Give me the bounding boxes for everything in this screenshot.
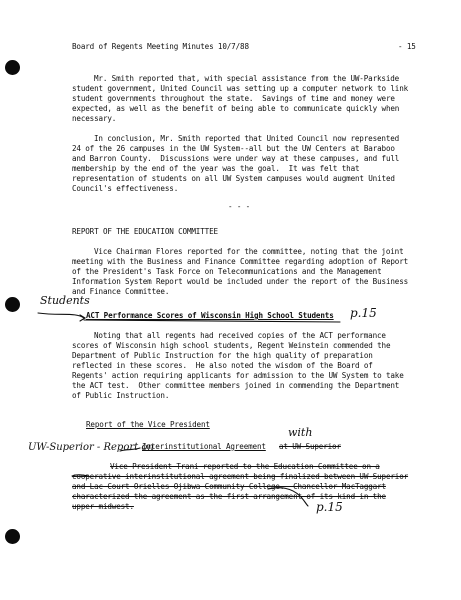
header-title: Board of Regents Meeting Minutes 10/7/88 <box>72 42 249 51</box>
handwritten-uw-superior-annotation: UW-Superior - Report on <box>28 442 154 453</box>
paragraph-line: necessary. <box>72 114 117 123</box>
struck-paragraph-line: Vice President Trani reported to the Education Committee on a <box>110 462 380 471</box>
paragraph-line: Department of Public Instruction for the high quality of preparation <box>72 351 373 360</box>
paragraph-line: expected, as well as the benefit of being able to communicate quickly when <box>72 104 400 113</box>
paragraph-line: scores of Wisconsin high school students, Regent Weinstein commended the <box>72 341 391 350</box>
paragraph-line: the ACT test. Other committee members joined in commending the Department <box>72 381 400 390</box>
page-number: - 15 <box>398 42 416 51</box>
struck-paragraph-line: and Lac Court Orielles Ojibwa Community College. Chancellor MacTaggart <box>72 482 386 491</box>
handwritten-page-reference: p.15 <box>316 500 343 514</box>
act-heading-underline-mark <box>84 320 340 322</box>
struck-paragraph-line: cooperative interinstitutional agreement being finalized between UW-Superior <box>72 472 409 481</box>
paragraph-line: Council's effectiveness. <box>72 184 179 193</box>
section-separator: - - - <box>228 202 251 211</box>
paragraph-line: student government, United Council was setting up a computer network to link <box>72 84 409 93</box>
paragraph-line: and Barron County. Discussions were under way at these campuses, and full <box>72 154 400 163</box>
struck-paragraph-line: characterized the agreement as the first arrangement of its kind in the <box>72 492 386 501</box>
act-heading: ACT Performance Scores of Wisconsin High School Students <box>86 311 334 320</box>
paragraph-line: Information System Report would be included under the report of the Business <box>72 277 409 286</box>
paragraph-line: Noting that all regents had received copies of the ACT performance <box>94 331 386 340</box>
paragraph-line: Regents' action requiring applicants for admission to the UW System to take <box>72 371 404 380</box>
handwritten-students-annotation: Students <box>40 294 90 307</box>
interinstitutional-heading-struck: at UW-Superior <box>279 442 341 451</box>
paragraph-line: Mr. Smith reported that, with special assistance from the UW-Parkside <box>94 74 400 83</box>
paragraph-line: reflected in these scores. He also noted the wisdom of the Board of <box>72 361 373 370</box>
vice-president-heading: Report of the Vice President <box>86 420 210 429</box>
paragraph-line: of Public Instruction. <box>72 391 170 400</box>
interinstitutional-heading: Interinstitutional Agreement <box>142 442 266 451</box>
insertion-caret-stroke <box>72 475 88 476</box>
paragraph-line: and Finance Committee. <box>72 287 170 296</box>
handwritten-page-reference: p.15 <box>350 306 377 320</box>
paragraph-line: student governments throughout the state. Savings of time and money were <box>72 94 395 103</box>
students-arrow-stroke <box>38 313 84 318</box>
paragraph-line: 24 of the 26 campuses in the UW System--all but the UW Centers at Baraboo <box>72 144 395 153</box>
handwritten-with-annotation: with <box>288 426 313 439</box>
paragraph-line: representation of students on all UW System campuses would augment United <box>72 174 395 183</box>
ending-curve-stroke <box>268 488 308 506</box>
struck-paragraph-line: upper midwest. <box>72 502 134 511</box>
paragraph-line: meeting with the Business and Finance Committee regarding adoption of Report <box>72 257 409 266</box>
paragraph-line: Vice Chairman Flores reported for the committee, noting that the joint <box>94 247 404 256</box>
section-heading: REPORT OF THE EDUCATION COMMITTEE <box>72 227 218 236</box>
paragraph-line: membership by the end of the year was the goal. It was felt that <box>72 164 360 173</box>
report-on-connector <box>120 448 140 451</box>
paragraph-line: of the President's Task Force on Telecommunications and the Management <box>72 267 382 276</box>
paragraph-line: In conclusion, Mr. Smith reported that United Council now represented <box>94 134 400 143</box>
